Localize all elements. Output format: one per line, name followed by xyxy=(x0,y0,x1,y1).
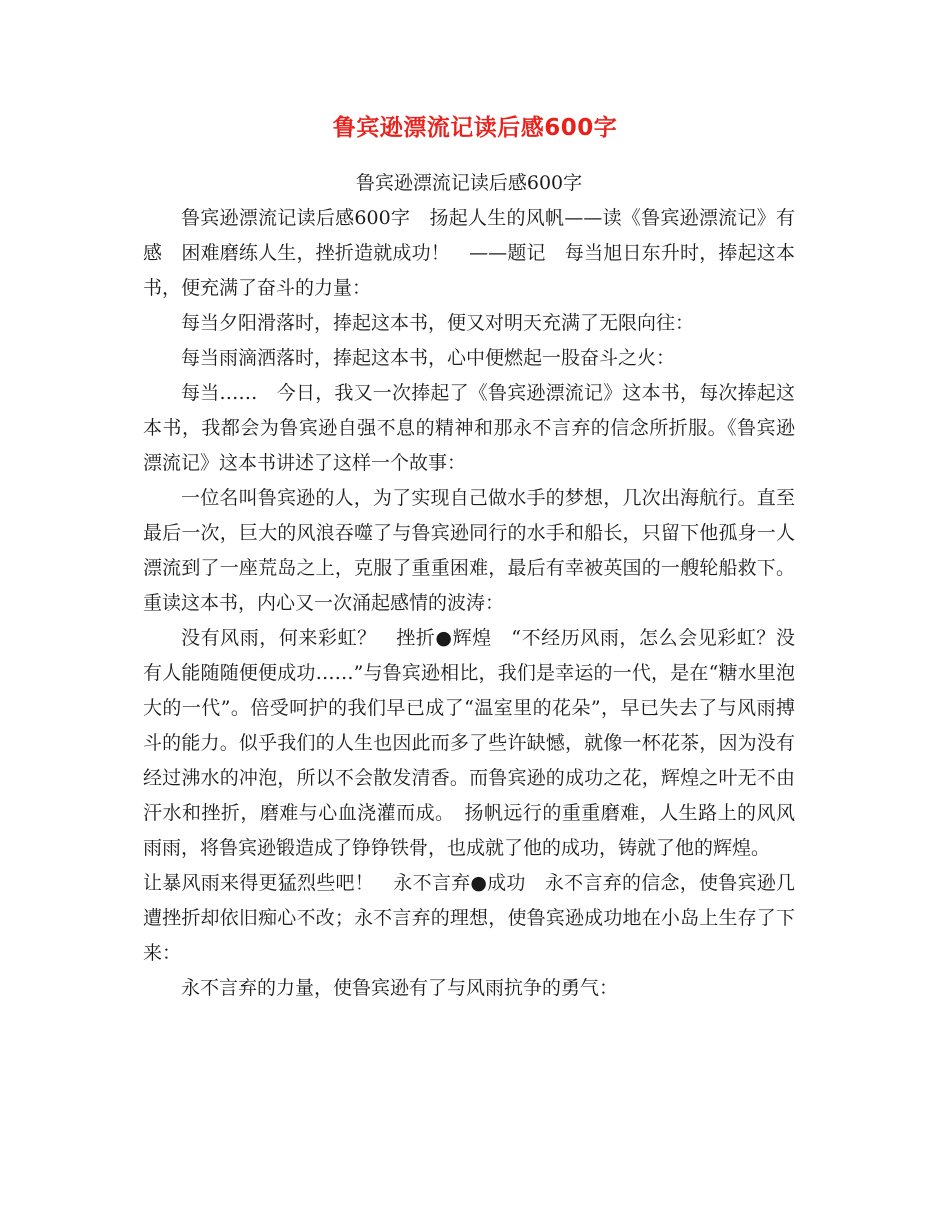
document-body xyxy=(143,166,795,1006)
paragraph-story: 一位名叫鲁宾逊的人，为了实现自己做水手的梦想，几次出海航行。直至最后一次，巨大的风浪吞噬了与鲁宾逊同行的水手和船长，只留下他孤身一人漂流到了一座荒岛之上，克服了重重困难，最后有幸被英国的一艘轮船救下。重读这本书，内心又一次涌起感情的波涛： xyxy=(143,487,795,614)
paragraph-today: 每当…… 今日，我又一次捧起了《鲁宾逊漂流记》这本书，每次捧起这本书，我都会为鲁宾逊自强不息的精神和那永不言弃的信念所折服。《鲁宾逊漂流记》这本书讲述了这样一个故事： xyxy=(143,382,795,474)
paragraph-rainbow: 没有风雨，何来彩虹？ 挫折●辉煌 “不经历风雨，怎么会见彩虹？没有人能随随便便成功……”与鲁宾逊相比，我们是幸运的一代，是在“糖水里泡大的一代”。倍受呵护的我们早已成了“温室里的花朵”，早已失去了与风雨搏斗的能力。似乎我们的人生也因此而多了些许缺憾，就像一杯花茶，因为没有经过沸水的冲泡，所以不会散发清香。而鲁宾逊的成功之花，辉煌之叶无不由汗水和挫折，磨难与心血浇灌而成。 扬帆远行的重重磨难，人生路上的风风雨雨，将鲁宾逊锻造成了铮铮铁骨，也成就了他的成功，铸就了他的辉煌。 xyxy=(143,627,795,859)
document-subtitle: 鲁宾逊漂流记读后感600字 xyxy=(355,172,583,194)
paragraph-intro: 鲁宾逊漂流记读后感600字 扬起人生的风帆——读《鲁宾逊漂流记》有感 困难磨练人生，挫折造就成功！ ——题记 每当旭日东升时，捧起这本书，便充满了奋斗的力量： xyxy=(143,207,795,299)
document-title: 鲁宾逊漂流记读后感600字 xyxy=(332,115,618,141)
paragraph-rain: 每当雨滴洒落时，捧起这本书，心中便燃起一股奋斗之火： xyxy=(181,347,676,369)
paragraph-storm: 让暴风雨来得更猛烈些吧！ 永不言弃●成功 永不言弃的信念，使鲁宾逊几遭挫折却依旧痴心不改；永不言弃的理想，使鲁宾逊成功地在小岛上生存了下来： xyxy=(143,872,795,964)
paragraph-courage: 永不言弃的力量，使鲁宾逊有了与风雨抗争的勇气： xyxy=(181,977,619,999)
paragraph-sunset: 每当夕阳滑落时，捧起这本书，便又对明天充满了无限向往： xyxy=(181,312,695,334)
